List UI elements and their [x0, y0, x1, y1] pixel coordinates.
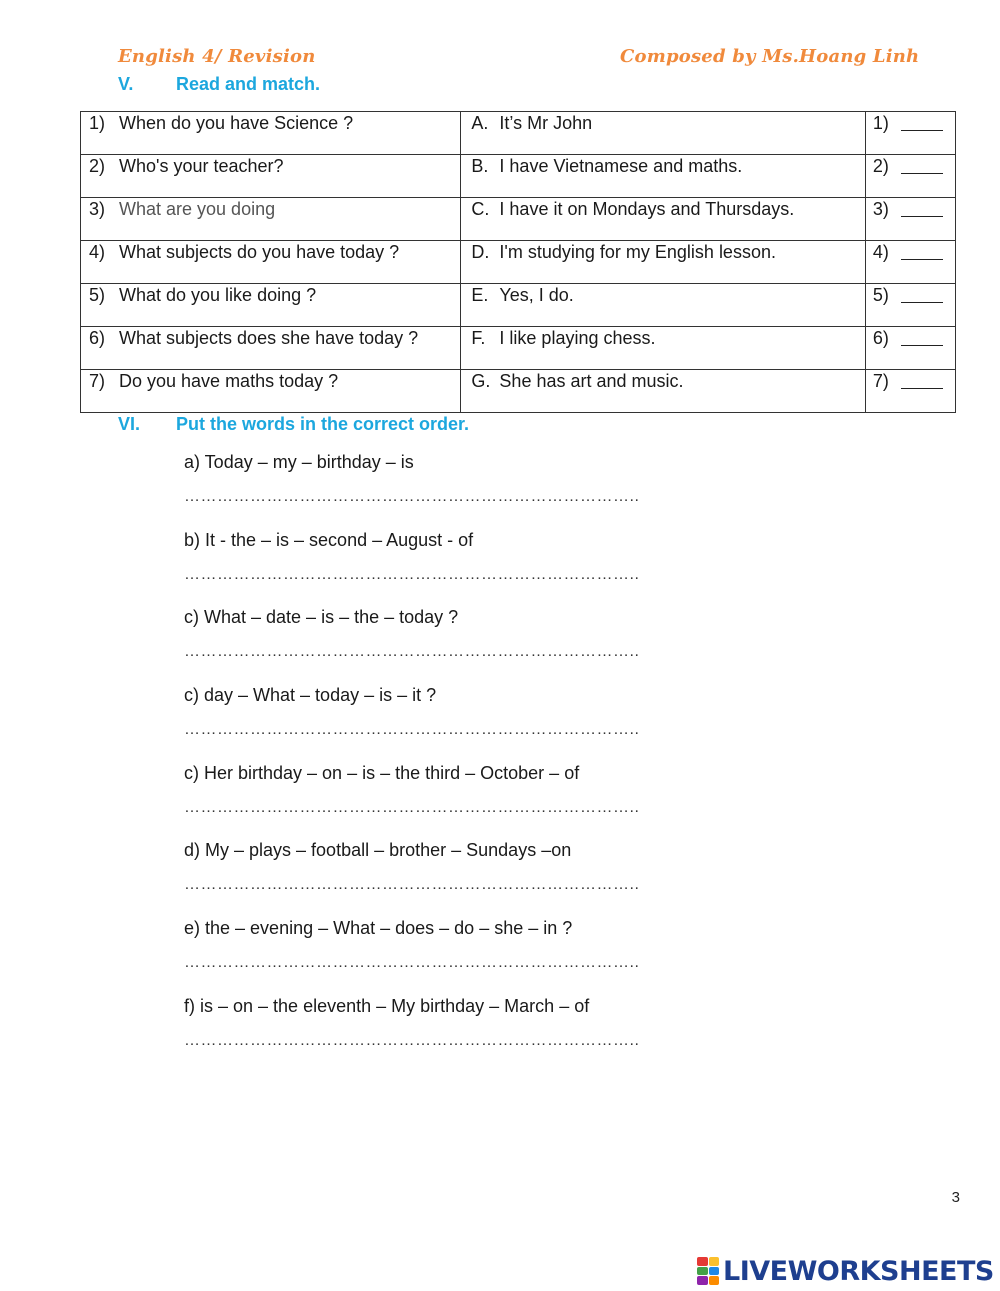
response-cell — [865, 284, 955, 327]
question-number: 7) — [89, 371, 106, 391]
response-number: 3) — [872, 199, 889, 219]
logo-blocks-icon — [697, 1257, 719, 1285]
list-item — [184, 916, 784, 994]
response-number: 4) — [872, 242, 889, 262]
table-row — [81, 284, 956, 327]
table-row — [81, 327, 956, 370]
response-cell — [865, 370, 955, 413]
section-number: VI. — [118, 414, 141, 434]
question-text: What do you like doing ? — [119, 285, 317, 305]
table-row — [81, 155, 956, 198]
answer-blank[interactable] — [901, 328, 943, 346]
answer-line[interactable]: ……………………………………………………………………….. — [184, 721, 640, 739]
response-cell — [865, 198, 955, 241]
answer-line[interactable]: ……………………………………………………………………….. — [184, 798, 640, 816]
question-cell — [81, 284, 461, 327]
list-item — [184, 761, 784, 839]
scrambled-words: c) day – What – today – is – it ? — [184, 685, 437, 706]
scrambled-words: b) It - the – is – second – August - of — [184, 529, 474, 550]
table-row — [81, 241, 956, 284]
question-cell — [81, 241, 461, 284]
list-item — [184, 450, 784, 528]
header-course-title: English 4/ Revision — [118, 46, 316, 67]
answer-line[interactable]: ……………………………………………………………………….. — [184, 1031, 640, 1049]
question-number: 6) — [89, 328, 106, 348]
scrambled-words: d) My – plays – football – brother – Sundays –on — [184, 840, 572, 861]
section-title: Read and match. — [176, 74, 321, 94]
logo-block — [697, 1257, 708, 1266]
logo-block — [697, 1267, 708, 1276]
answer-letter: B. — [471, 156, 489, 176]
answer-text: I'm studying for my English lesson. — [499, 242, 776, 262]
scrambled-words: a) Today – my – birthday – is — [184, 452, 414, 472]
answer-text: I have Vietnamese and maths. — [499, 156, 743, 176]
answer-blank[interactable] — [901, 113, 943, 131]
logo-block — [697, 1276, 708, 1285]
question-cell — [81, 155, 461, 198]
list-item — [184, 838, 784, 916]
answer-line[interactable]: ……………………………………………………………………….. — [184, 643, 640, 661]
answer-blank[interactable] — [901, 156, 943, 174]
answer-blank[interactable] — [901, 199, 943, 217]
section-5-heading — [118, 74, 320, 95]
section-number: V. — [118, 74, 134, 94]
answer-text: I have it on Mondays and Thursdays. — [499, 199, 795, 219]
scrambled-words: e) the – evening – What – does – do – she – in ? — [184, 918, 573, 939]
answer-cell — [461, 198, 865, 241]
answer-cell — [461, 112, 865, 155]
answer-letter: A. — [471, 113, 489, 133]
response-number: 7) — [872, 371, 889, 391]
question-cell — [81, 198, 461, 241]
question-text: Do you have maths today ? — [119, 371, 339, 391]
answer-line[interactable]: ……………………………………………………………………….. — [184, 876, 640, 894]
answer-cell — [461, 155, 865, 198]
question-number: 3) — [89, 199, 106, 219]
scrambled-words: c) Her birthday – on – is – the third – October – of — [184, 762, 580, 783]
question-text: What subjects does she have today ? — [119, 328, 419, 348]
table-row — [81, 370, 956, 413]
table-row — [81, 112, 956, 155]
answer-text: It’s Mr John — [499, 113, 593, 133]
scrambled-words: f) is – on – the eleventh – My birthday – March – of — [184, 995, 590, 1016]
page-number: 3 — [951, 1189, 960, 1206]
list-item — [184, 528, 784, 606]
question-text: Who's your teacher? — [119, 156, 284, 176]
response-cell — [865, 241, 955, 284]
liveworksheets-logo — [697, 1254, 994, 1288]
logo-block — [709, 1257, 720, 1266]
answer-letter: F. — [471, 328, 486, 348]
header-author: Composed by Ms.Hoang Linh — [620, 46, 920, 67]
answer-blank[interactable] — [901, 242, 943, 260]
response-number: 1) — [872, 113, 889, 133]
question-number: 1) — [89, 113, 106, 133]
question-number: 2) — [89, 156, 106, 176]
section-6-heading — [118, 414, 469, 435]
question-cell — [81, 327, 461, 370]
answer-text: She has art and music. — [499, 371, 684, 391]
question-text: What subjects do you have today ? — [119, 242, 400, 262]
answer-cell — [461, 370, 865, 413]
answer-line[interactable]: ……………………………………………………………………….. — [184, 954, 640, 972]
answer-line[interactable]: ……………………………………………………………………….. — [184, 565, 640, 583]
question-number: 4) — [89, 242, 106, 262]
response-cell — [865, 155, 955, 198]
logo-block — [709, 1276, 720, 1285]
answer-cell — [461, 284, 865, 327]
answer-cell — [461, 241, 865, 284]
answer-text: I like playing chess. — [499, 328, 656, 348]
scrambled-words: c) What – date – is – the – today ? — [184, 607, 459, 628]
response-cell — [865, 112, 955, 155]
response-number: 2) — [872, 156, 889, 176]
question-cell — [81, 112, 461, 155]
list-item — [184, 605, 784, 683]
answer-letter: D. — [471, 242, 490, 262]
response-number: 6) — [872, 328, 889, 348]
question-text: When do you have Science ? — [119, 113, 354, 133]
response-number: 5) — [872, 285, 889, 305]
answer-line[interactable]: ……………………………………………………………………….. — [184, 488, 640, 505]
answer-text: Yes, I do. — [499, 285, 574, 305]
section-title: Put the words in the correct order. — [176, 414, 470, 434]
answer-blank[interactable] — [901, 285, 943, 303]
question-cell — [81, 370, 461, 413]
table-row — [81, 198, 956, 241]
answer-letter: G. — [471, 371, 491, 391]
list-item — [184, 683, 784, 761]
question-number: 5) — [89, 285, 106, 305]
answer-blank[interactable] — [901, 371, 943, 389]
list-item — [184, 994, 784, 1072]
response-cell — [865, 327, 955, 370]
answer-letter: C. — [471, 199, 490, 219]
match-table — [80, 111, 956, 413]
answer-letter: E. — [471, 285, 489, 305]
question-text: What are you doing — [119, 199, 276, 219]
word-order-list — [184, 450, 784, 1072]
logo-block — [709, 1267, 720, 1276]
answer-cell — [461, 327, 865, 370]
logo-text: LIVEWORKSHEETS — [723, 1255, 994, 1287]
